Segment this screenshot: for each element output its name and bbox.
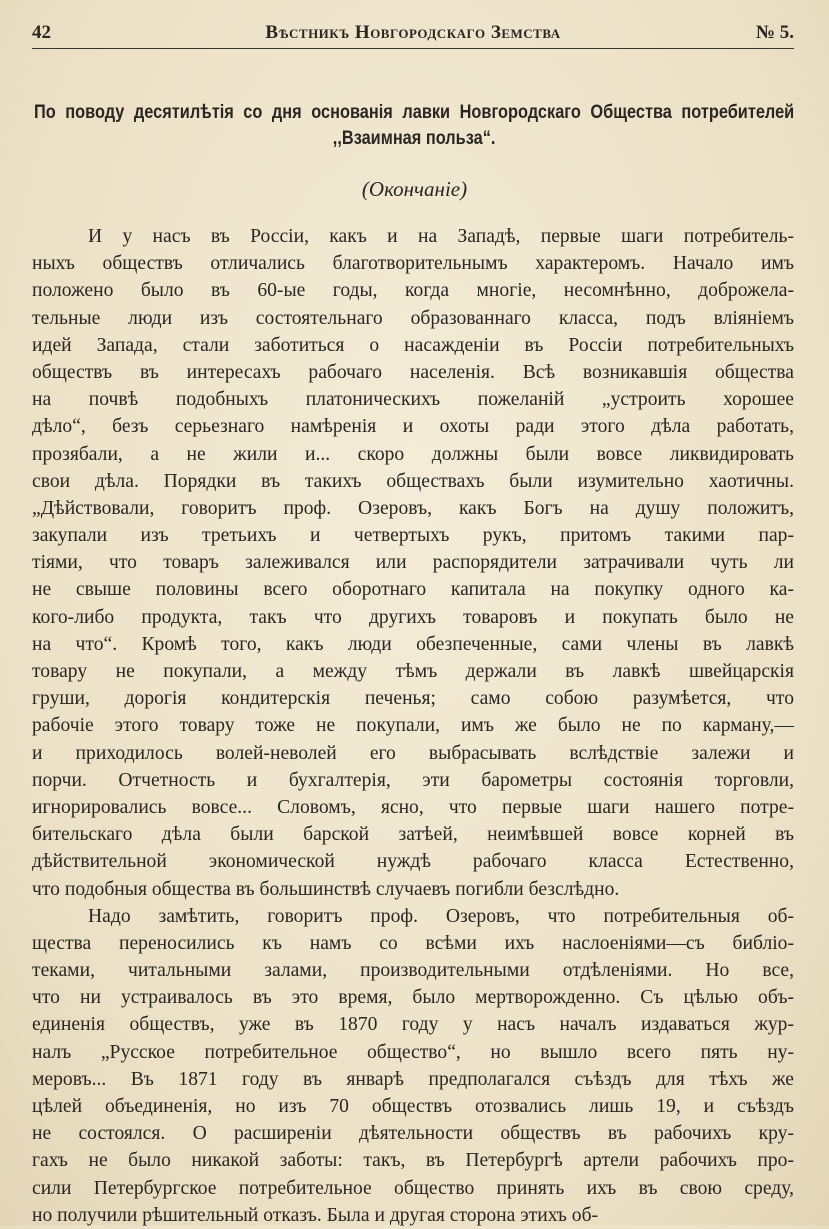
text-line: на почвѣ подобныхъ платоническихъ пожеланій „устроить хорошее bbox=[32, 389, 794, 411]
text-line: И у насъ въ Россіи, какъ и на Западѣ, первые шаги потребитель- bbox=[88, 226, 794, 247]
text-line: Надо замѣтить, говоритъ проф. Озеровъ, что потребительныя об- bbox=[88, 905, 794, 927]
text-line: на что“. Кромѣ того, какъ люди обезпеченные, сами члены въ лавкѣ bbox=[32, 633, 794, 655]
header-rule bbox=[32, 48, 794, 49]
journal-title: Вѣстникъ Новгородскаго Земства bbox=[265, 22, 561, 43]
article-title-line1: По поводу десятилѣтія со дня основанія лавки Новгородскаго Общества потребителей bbox=[34, 102, 795, 123]
text-line: идей Запада, стали заботиться о насажденіи въ Россіи потребительныхъ bbox=[32, 334, 794, 356]
page-number: 42 bbox=[32, 22, 51, 43]
article-title bbox=[34, 100, 794, 152]
text-line: налъ „Русское потребительное общество“, но вышло всего пять ну- bbox=[32, 1041, 794, 1063]
issue-number: № 5. bbox=[755, 22, 794, 43]
text-line: „Дѣйствовали, говоритъ проф. Озеровъ, какъ Богъ на душу положитъ, bbox=[32, 497, 794, 519]
article-title-line2: ,,Взаимная польза“. bbox=[332, 128, 496, 149]
text-line: товару не покупали, а между тѣмъ держали въ лавкѣ швейцарскія bbox=[32, 661, 794, 682]
running-header bbox=[32, 20, 794, 46]
text-line: положено было въ 60-ые годы, когда многіе, несомнѣнно, доброжела- bbox=[32, 280, 794, 302]
text-line: гахъ не было никакой заботы: такъ, въ Петербургѣ артели рабочихъ про- bbox=[32, 1150, 794, 1172]
text-line: теками, читальными залами, производительными отдѣленіями. Но все, bbox=[32, 960, 794, 982]
text-line: дѣйствительной экономической нуждѣ рабочаго класса Естественно, bbox=[32, 851, 794, 873]
text-line: тіями, что товаръ залеживался или распорядители затрачивали чуть ли bbox=[32, 552, 794, 574]
text-line: но получили рѣшительный отказъ. Была и другая сторона этихъ об- bbox=[32, 1204, 599, 1226]
article-subtitle: (Окончаніе) bbox=[361, 177, 468, 201]
text-line: порчи. Отчетность и бухгалтерія, эти барометры состоянія торговли, bbox=[32, 769, 794, 791]
text-line: свои дѣла. Порядки въ такихъ обществахъ были изумительно хаотичны. bbox=[32, 470, 794, 492]
text-line: и приходилось волей-неволей его выбрасывать вслѣдствіе залежи и bbox=[32, 742, 794, 764]
text-line: рабочіе этого товару тоже не покупали, имъ же было не по карману,— bbox=[32, 715, 794, 737]
text-line: ныхъ обществъ отличались благотворительнымъ характеромъ. Начало имъ bbox=[32, 253, 794, 275]
text-line: не свыше половины всего оборотнаго капитала на покупку одного ка- bbox=[32, 579, 794, 601]
text-line: обществъ въ интересахъ рабочаго населенія. Всѣ возникавшія общества bbox=[32, 361, 794, 383]
text-line: прозябали, а не жили и... скоро должны были вовсе ликвидировать bbox=[32, 443, 794, 465]
text-line: не состоялся. О расширеніи дѣятельности обществъ въ рабочихъ кру- bbox=[32, 1123, 794, 1145]
text-line: закупали изъ третьихъ и четвертыхъ рукъ, притомъ такими пар- bbox=[32, 525, 794, 547]
text-line: бительскаго дѣла были барской затѣей, неимѣвшей вовсе корней въ bbox=[32, 824, 794, 846]
text-line: что ни устраивалось въ это время, было мертворожденно. Съ цѣлью объ- bbox=[32, 987, 794, 1009]
text-line: меровъ... Въ 1871 году въ январѣ предполагался съѣздъ для тѣхъ же bbox=[32, 1068, 794, 1090]
article-body bbox=[32, 223, 794, 1229]
text-line: цѣлей объединенія, но изъ 70 обществъ отозвались лишь 19, и съѣздъ bbox=[32, 1096, 794, 1117]
text-line: кого-либо продукта, такъ что другихъ товаровъ и покупать было не bbox=[32, 606, 794, 628]
text-line: единенія обществъ, уже въ 1870 году у насъ началъ издаваться жур- bbox=[32, 1014, 794, 1036]
text-line: щества переносились къ намъ со всѣми ихъ наслоеніями—съ библіо- bbox=[32, 932, 794, 954]
text-line: дѣло“, безъ серьезнаго намѣренія и охоты ради этого дѣла работать, bbox=[32, 416, 794, 438]
text-line: что подобныя общества въ большинствѣ случаевъ погибли безслѣдно. bbox=[32, 878, 620, 900]
text-line: игнорировались вовсе... Словомъ, ясно, что первые шаги нашего потре- bbox=[32, 796, 794, 818]
text-line: груши, дорогія кондитерскія печенья; само собою разумѣется, что bbox=[32, 688, 794, 710]
text-line: сили Петербургское потребительное общество принять ихъ въ свою среду, bbox=[32, 1177, 794, 1199]
text-line: тельные люди изъ состоятельнаго образованнаго класса, подъ вліяніемъ bbox=[32, 307, 794, 329]
